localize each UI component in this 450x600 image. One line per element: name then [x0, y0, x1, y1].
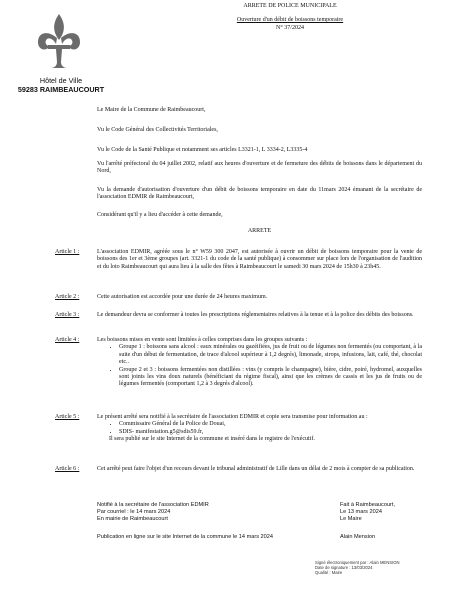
- municipality-line1: Hôtel de Ville: [39, 76, 83, 85]
- electronic-signature: [315, 560, 445, 576]
- article-label: Article 5 :: [55, 414, 80, 420]
- list-item: • Groupe 1 : boissons sans alcool : eaux minérales ou gazéifiées, jus de fruit ou de légumes non fermentés (ou comportant, à la suite d'un début de fermentation, de trace d'alcool supérieur à 1,2 degrés), limonade, sirops, infusions, lait, café, thé, chocolat etc..: [119, 344, 422, 366]
- list-item: • SDIS- manifestation.g5@sdis59.fr,: [119, 429, 422, 436]
- signature-line: Qualité : Maire: [315, 570, 343, 576]
- list-item: • Commissaire Général de la Police de Douai,: [119, 421, 422, 428]
- article-text: Le présent arrêté sera notifié à la secrétaire de l'association EDMIR et copie sera transmise pour information au :: [97, 414, 368, 420]
- preamble-maire: Le Maire de la Commune de Raimbeaucourt,: [97, 107, 206, 113]
- document-header: [205, 3, 375, 32]
- article-text: Le demandeur devra se conformer à toutes les prescriptions réglementaires relatives à la tenue et à la police des débits des boissons.: [97, 312, 414, 318]
- article-label: Article 4 :: [55, 337, 80, 343]
- article-text: Cette autorisation est accordée pour une durée de 24 heures maximum.: [97, 294, 268, 300]
- municipality-line2: 59283 RAIMBEAUCOURT: [17, 85, 105, 94]
- article-5-block: [97, 414, 422, 444]
- article-text: Cet arrêté peut faire l'objet d'un recours devant le tribunal administratif de Lille dans un délai de 2 mois à compter de sa publication.: [97, 466, 415, 472]
- footer-left-line: Notifié à la secrétaire de l'association EDMIR: [97, 502, 209, 508]
- signature-line: Signé électroniquement par : Alain MENSION: [315, 560, 400, 565]
- list-item: • Groupe 2 et 3 : boissons fermentées non distillées : vins (y compris le champagne), bière, cidre, poiré, hydromel, auxquelles sont joints les vins doux naturels (bénéficiant du régime fiscal), ainsi que les crèmes de cassis et les jus de fruits ou de légumes fermentés (comportant 1,2 à 3 degrés d'alcool).: [119, 367, 422, 389]
- preamble-considerant: Considérant qu'il y a lieu d'accéder à cette demande,: [97, 212, 223, 218]
- footer-signing: [340, 502, 440, 523]
- article-text: Les boissons mises en vente sont limitées à celles comprises dans les groupes suivants :: [97, 337, 308, 343]
- footer-left-line: Par courriel : le 14 mars 2024: [97, 509, 171, 515]
- article-label: Article 2 :: [55, 294, 80, 300]
- article-label: Article 1 :: [55, 249, 80, 255]
- footer-publication: Publication en ligne sur le site Internet de la commune le 14 mars 2024: [97, 534, 273, 540]
- header-org: ARRETE DE POLICE MUNICIPALE: [243, 3, 337, 9]
- footer-left-line: En mairie de Raimbeaucourt: [97, 516, 168, 522]
- article-4-block: [97, 337, 422, 389]
- footer-right-line: Fait à Raimbeaucourt,: [340, 502, 396, 508]
- footer-signatory: Alain Mension: [340, 534, 376, 540]
- preamble-vu3: Vu l'arrêté préfectoral du 04 juillet 2002, relatif aux heures d'ouverture et de fermeture des débits de boissons dans le département du Nord,: [97, 161, 422, 175]
- preamble-vu1: Vu le Code Général des Collectivités Territoriales,: [97, 127, 218, 133]
- arrete-heading: ARRETE: [247, 228, 272, 234]
- footer-right-line: Le 13 mars 2024: [340, 509, 382, 515]
- header-title: Ouverture d'un débit de boissons temporaire: [236, 17, 344, 24]
- article-text: L'association EDMIR, agréée sous le n° W59 300 2047, est autorisée à ouvrir un débit de boissons temporaire pour la vente de boissons des 1er et 3ème groupes (art. 3321-1 du code de la santé publique) à consommer sur place lors de l'organisation de l'audition et du loto Raimbeaucourt qui aura lieu à la salle des fêtes à Raimbeaucourt le samedi 30 mars 2024 de 15h30 à 23h45.: [97, 249, 422, 270]
- signature-line: Date de signature : 13/03/2024: [315, 565, 373, 571]
- article-text: Il sera publié sur le site Internet de la commune et inséré dans le registre de l'exécutif.: [109, 436, 315, 443]
- municipal-logo: [34, 12, 84, 74]
- footer-right-line: Le Maire: [340, 516, 362, 522]
- article-label: Article 3 :: [55, 312, 80, 318]
- header-number: N° 37/2024: [276, 24, 304, 31]
- preamble-vu4: Vu la demande d'autorisation d'ouverture d'un débit de boissons temporaire en date du 11mars 2024 émanant de la secrétaire de l'association EDMIR de Raimbeaucourt,: [97, 187, 422, 201]
- article-label: Article 6 :: [55, 466, 80, 472]
- municipality-block: [10, 76, 112, 94]
- footer-notification: [97, 502, 297, 523]
- preamble-vu2: Vu le Code de la Santé Publique et notamment ses articles L3321-1, L 3334-2, L3335-4: [97, 147, 308, 153]
